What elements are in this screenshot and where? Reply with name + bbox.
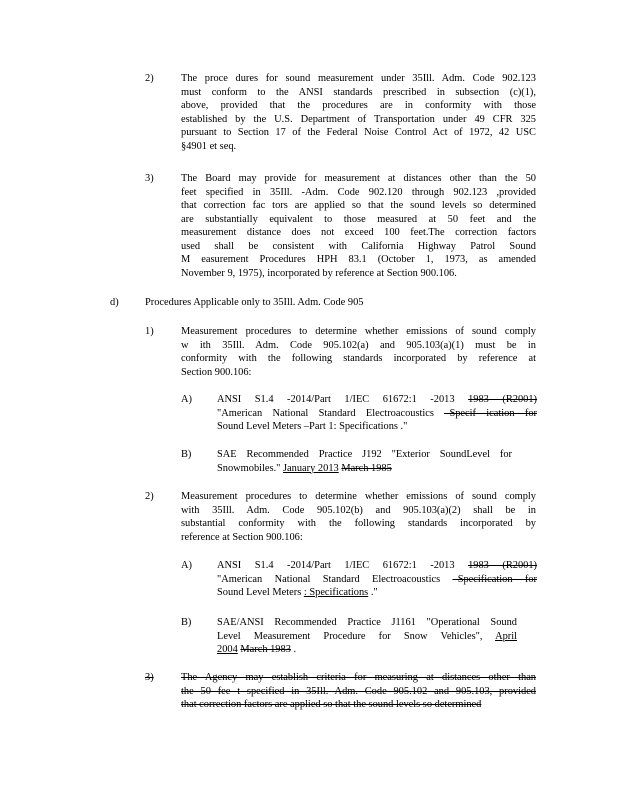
text-line — [181, 186, 536, 200]
text-run: ANSI S1.4 -2014/Part 1/IEC 61672:1 -2013 — [217, 560, 469, 571]
paragraph-p3 — [181, 172, 536, 280]
paragraph-d2B — [217, 616, 517, 657]
text-line — [217, 643, 517, 657]
text-line — [181, 199, 536, 213]
text-run: SAE Recommended Practice J192 "Exterior SoundLevel for — [217, 449, 512, 460]
text-run: substantial conformity with the following standards incorporated by — [181, 518, 536, 529]
text-line — [181, 685, 536, 699]
text-run: established by the U.S. Department of Transportation under 49 CFR 325 — [181, 113, 536, 125]
item-label-d1B: B) — [181, 449, 192, 460]
text-run: measurement distance does not exceed 100 feet.The correction factors — [181, 227, 536, 238]
text-line — [217, 448, 512, 462]
text-line — [181, 172, 536, 186]
text-run: above, provided that the procedures are in conformity with those — [181, 100, 536, 111]
text-line — [181, 126, 536, 140]
text-line — [217, 407, 537, 421]
text-line — [181, 490, 536, 504]
text-run: used shall be consistent with California Highway Patrol Sound — [181, 240, 536, 252]
paragraph-d1 — [181, 325, 536, 379]
text-run: Snowmobiles." — [217, 462, 284, 474]
text-run: conformity with the following standards incorporated by reference at — [181, 353, 536, 364]
item-label-d1: 1) — [145, 326, 154, 337]
text-run: §4901 et seq. — [181, 140, 237, 152]
text-line — [181, 213, 536, 227]
text-line — [181, 140, 536, 154]
text-run: feet specified in 35Ill. -Adm. Code 902.120 through 902.123 ,provided — [181, 186, 536, 198]
text-line — [217, 573, 537, 587]
text-run: Section 900.106: — [181, 366, 252, 378]
text-line — [181, 517, 536, 531]
text-line — [217, 393, 537, 407]
item-label-d3: 3) — [145, 672, 154, 683]
text-line — [181, 325, 536, 339]
text-run: w ith 35Ill. Adm. Code 905.102(a) and 905.103(a)(1) must be in — [181, 339, 536, 351]
text-run: Sound Level Meters — [217, 587, 304, 598]
text-line — [181, 366, 536, 380]
text-line — [181, 671, 536, 685]
text-run: Sound Level Meters –Part 1: Specifications ." — [217, 421, 408, 432]
text-run: "American National Standard Electroacoustics — [217, 407, 445, 419]
text-run: "American National Standard Electroacoustics — [217, 573, 453, 585]
text-run: The Board may provide for measurement at distances other than the 50 — [181, 173, 536, 184]
text-line — [217, 559, 537, 573]
struck-text: 1983 (R2001) — [468, 394, 538, 405]
text-run: Measurement procedures to determine whether emissions of sound comply — [181, 326, 536, 337]
text-line — [181, 99, 536, 113]
paragraph-d1A — [217, 393, 537, 434]
text-line — [181, 531, 536, 545]
text-line — [217, 462, 512, 476]
struck-text: 1983 (R2001) — [468, 560, 538, 571]
paragraph-p2 — [181, 72, 536, 153]
struck-text: The Agency may establish criteria for measuring at distances other than — [181, 672, 536, 683]
text-run: reference at Section 900.106: — [181, 531, 303, 543]
struck-text: the 50 fee t specified in 35Ill. Adm. Code 905.102 and 905.103, provided — [181, 685, 536, 697]
paragraph-d2A — [217, 559, 537, 600]
text-line — [181, 504, 536, 518]
text-line — [181, 253, 536, 267]
text-line — [217, 420, 537, 434]
struck-text: March 1983 — [240, 644, 291, 655]
text-line — [181, 72, 536, 86]
item-label-d2: 2) — [145, 491, 154, 502]
item-label-d1A: A) — [181, 394, 192, 405]
text-line — [181, 226, 536, 240]
item-label-d: d) — [110, 297, 119, 308]
item-label-d2B: B) — [181, 617, 192, 628]
text-run: Level Measurement Procedure for Snow Vehicles", — [217, 630, 496, 642]
text-line — [145, 296, 445, 310]
inserted-text: 2004 — [217, 644, 238, 655]
paragraph-d3 — [181, 671, 536, 712]
struck-text: March 1985 — [341, 462, 392, 474]
item-label-d2A: A) — [181, 560, 192, 571]
text-line — [217, 630, 517, 644]
text-run: ." — [368, 587, 378, 598]
paragraph-d1B — [217, 448, 512, 475]
inserted-text: : Specifications — [303, 587, 369, 598]
text-run: SAE/ANSI Recommended Practice J1161 "Operational Sound — [217, 617, 517, 628]
text-run: ANSI S1.4 -2014/Part 1/IEC 61672:1 -2013 — [217, 394, 469, 405]
text-run: must conform to the ANSI standards prescribed in subsection (c)(1), — [181, 86, 536, 98]
struck-text: –Specification for — [452, 573, 538, 585]
text-run: M easurement Procedures HPH 83.1 (October 1, 1973, as amended — [181, 254, 536, 265]
text-run: . — [290, 644, 297, 655]
text-line — [217, 586, 537, 600]
text-line — [181, 352, 536, 366]
paragraph-d2 — [181, 490, 536, 544]
text-run: are substantially equivalent to those measured at 50 feet and the — [181, 213, 536, 225]
text-line — [181, 698, 536, 712]
text-run: Measurement procedures to determine whether emissions of sound comply — [181, 491, 536, 502]
item-label-p3: 3) — [145, 173, 154, 184]
inserted-text: April — [495, 630, 517, 642]
text-run: that correction fac tors are applied so that the sound levels so determined — [181, 200, 536, 211]
paragraph-d — [145, 296, 445, 310]
text-line — [181, 113, 536, 127]
inserted-text: January 2013 — [283, 462, 339, 474]
item-label-p2: 2) — [145, 73, 154, 84]
text-line — [181, 86, 536, 100]
text-line — [181, 267, 536, 281]
text-run: with 35Ill. Adm. Code 905.102(b) and 905.103(a)(2) shall be in — [181, 504, 536, 516]
struck-text: that correction factors are applied so that the sound levels so determined — [181, 699, 482, 710]
text-line — [181, 339, 536, 353]
text-run: The proce dures for sound measurement under 35Ill. Adm. Code 902.123 — [181, 73, 536, 84]
struck-text: –Specif ication for — [444, 407, 537, 419]
text-line — [181, 240, 536, 254]
text-run: pursuant to Section 17 of the Federal Noise Control Act of 1972, 42 USC — [181, 127, 536, 138]
text-line — [217, 616, 517, 630]
text-run: Procedures Applicable only to 35Ill. Adm. Code 905 — [145, 297, 364, 308]
text-run: November 9, 1975), incorporated by reference at Section 900.106. — [181, 267, 457, 279]
